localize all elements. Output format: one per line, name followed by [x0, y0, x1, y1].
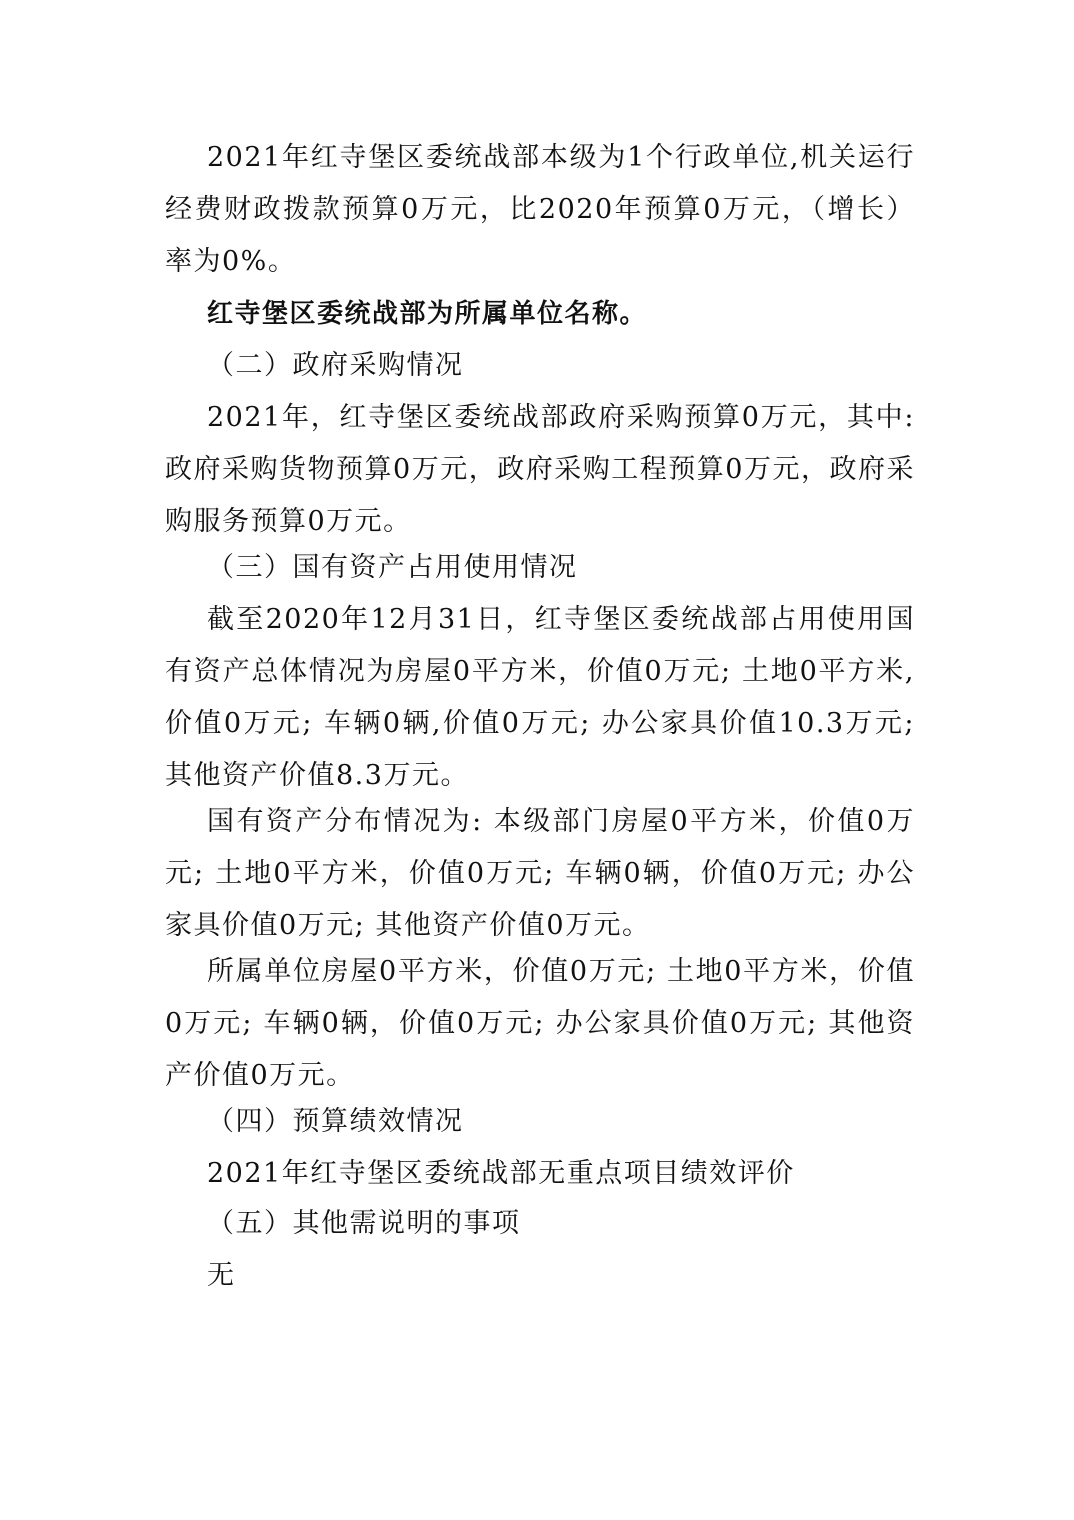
section-heading-performance: （四）预算绩效情况 [207, 1106, 464, 1137]
paragraph-operating-expenses: 2021年红寺堡区委统战部本级为1个行政单位,机关运行经费财政拨款预算0万元，比2020年预算0万元，（增长）率为0%。 [165, 142, 915, 277]
section-heading-other-matters: （五）其他需说明的事项 [207, 1208, 521, 1239]
paragraph-subordinate-assets: 所属单位房屋0平方米，价值0万元; 土地0平方米，价值0万元; 车辆0辆，价值0万元; 办公家具价值0万元; 其他资产价值0万元。 [165, 956, 915, 1091]
paragraph-subordinate-unit: 红寺堡区委统战部为所属单位名称。 [207, 299, 648, 329]
paragraph-asset-overview: 截至2020年12月31日，红寺堡区委统战部占用使用国有资产总体情况为房屋0平方米，价值0万元; 土地0平方米,价值0万元; 车辆0辆,价值0万元; 办公家具价值10.3万元; 其他资产价值8.3万元。 [165, 604, 915, 791]
section-heading-procurement: （二）政府采购情况 [207, 350, 464, 381]
paragraph-procurement: 2021年，红寺堡区委统战部政府采购预算0万元，其中:政府采购货物预算0万元，政府采购工程预算0万元，政府采购服务预算0万元。 [165, 402, 915, 537]
paragraph-performance: 2021年红寺堡区委统战部无重点项目绩效评价 [207, 1158, 795, 1189]
paragraph-asset-distribution: 国有资产分布情况为: 本级部门房屋0平方米，价值0万元; 土地0平方米，价值0万元; 车辆0辆，价值0万元; 办公家具价值0万元; 其他资产价值0万元。 [165, 806, 915, 941]
section-heading-state-assets: （三）国有资产占用使用情况 [207, 552, 578, 583]
paragraph-other-matters: 无 [207, 1260, 236, 1291]
